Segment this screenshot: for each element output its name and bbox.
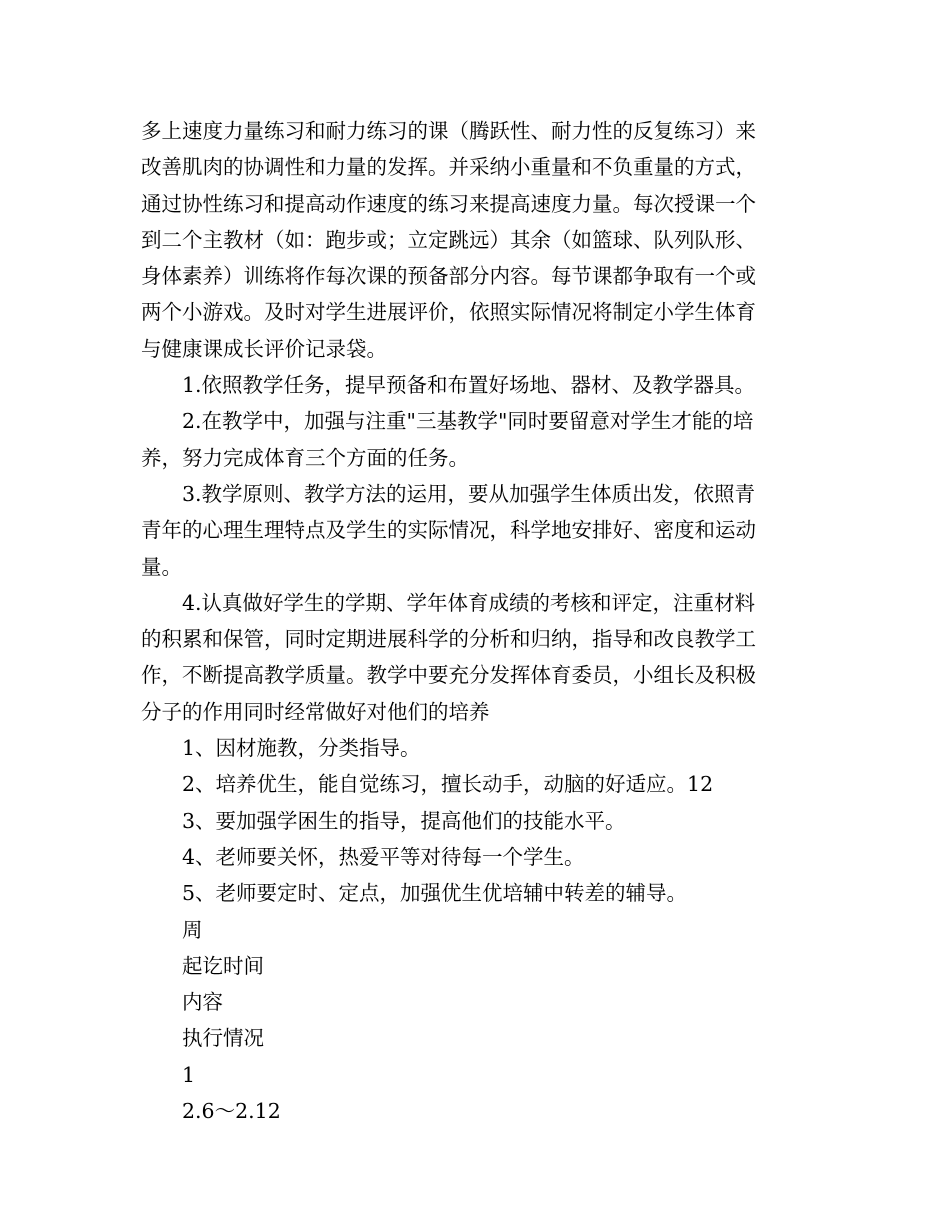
paragraph-training-plan [141,113,811,367]
table-cell-week: 1 [182,1062,196,1087]
table-cell-dates: 2.6～2.12 [182,1099,281,1124]
item-line: 2.在教学中，加强与注重"三基教学"同时要留意对学生才能的培 [182,409,754,434]
paragraph-line: 改善肌肉的协调性和力量的发挥。并采纳小重量和不负重量的方式， [141,155,756,180]
numbered-item-4 [141,585,811,730]
item-line: 青年的心理生理特点及学生的实际情况，科学地安排好、密度和运动 [141,518,756,543]
numbered-item-1: 1.依照教学任务，提早预备和布置好场地、器材、及教学器具。 [182,373,756,398]
table-header-content: 内容 [182,990,223,1015]
item-line: 养，努力完成体育三个方面的任务。 [141,445,469,470]
paragraph-line: 身体素养）训练将作每次课的预备部分内容。每节课都争取有一个或 [141,264,756,289]
list-item: 1、因材施教，分类指导。 [182,736,421,761]
schedule-table-fragment [141,912,811,1130]
paragraph-line: 与健康课成长评价记录袋。 [141,336,387,361]
item-line: 作，不断提高教学质量。教学中要充分发挥体育委员，小组长及积极 [141,663,756,688]
list-item: 4、老师要关怀，热爱平等对待每一个学生。 [182,844,585,869]
numbered-item-2 [141,403,811,476]
item-line: 4.认真做好学生的学期、学年体育成绩的考核和评定，注重材料 [182,590,756,615]
list-item: 2、培养优生，能自觉练习，擅长动手，动脑的好适应。12 [182,772,714,797]
guidance-list [141,730,811,911]
paragraph-line: 两个小游戏。及时对学生进展评价，依照实际情况将制定小学生体育 [141,300,756,325]
paragraph-line: 到二个主教材（如：跑步或；立定跳远）其余（如篮球、队列队形、 [141,227,756,252]
numbered-item-3 [141,476,811,585]
item-line: 的积累和保管，同时定期进展科学的分析和归纳，指导和改良教学工 [141,627,756,652]
table-header-status: 执行情况 [182,1026,264,1051]
document-body [141,113,811,1129]
list-item: 3、要加强学困生的指导，提高他们的技能水平。 [182,808,626,833]
list-item: 5、老师要定时、定点，加强优生优培辅中转差的辅导。 [182,881,688,906]
item-line: 量。 [141,554,182,579]
item-line: 分子的作用同时经常做好对他们的培养 [141,699,490,724]
table-header-week: 周 [182,917,203,942]
paragraph-line: 通过协性练习和提高动作速度的练习来提高速度力量。每次授课一个 [141,191,756,216]
paragraph-line: 多上速度力量练习和耐力练习的课（腾跃性、耐力性的反复练习）来 [141,119,756,143]
item-line: 3.教学原则、教学方法的运用，要从加强学生体质出发，依照青 [182,481,756,506]
table-header-dates: 起讫时间 [182,953,264,978]
